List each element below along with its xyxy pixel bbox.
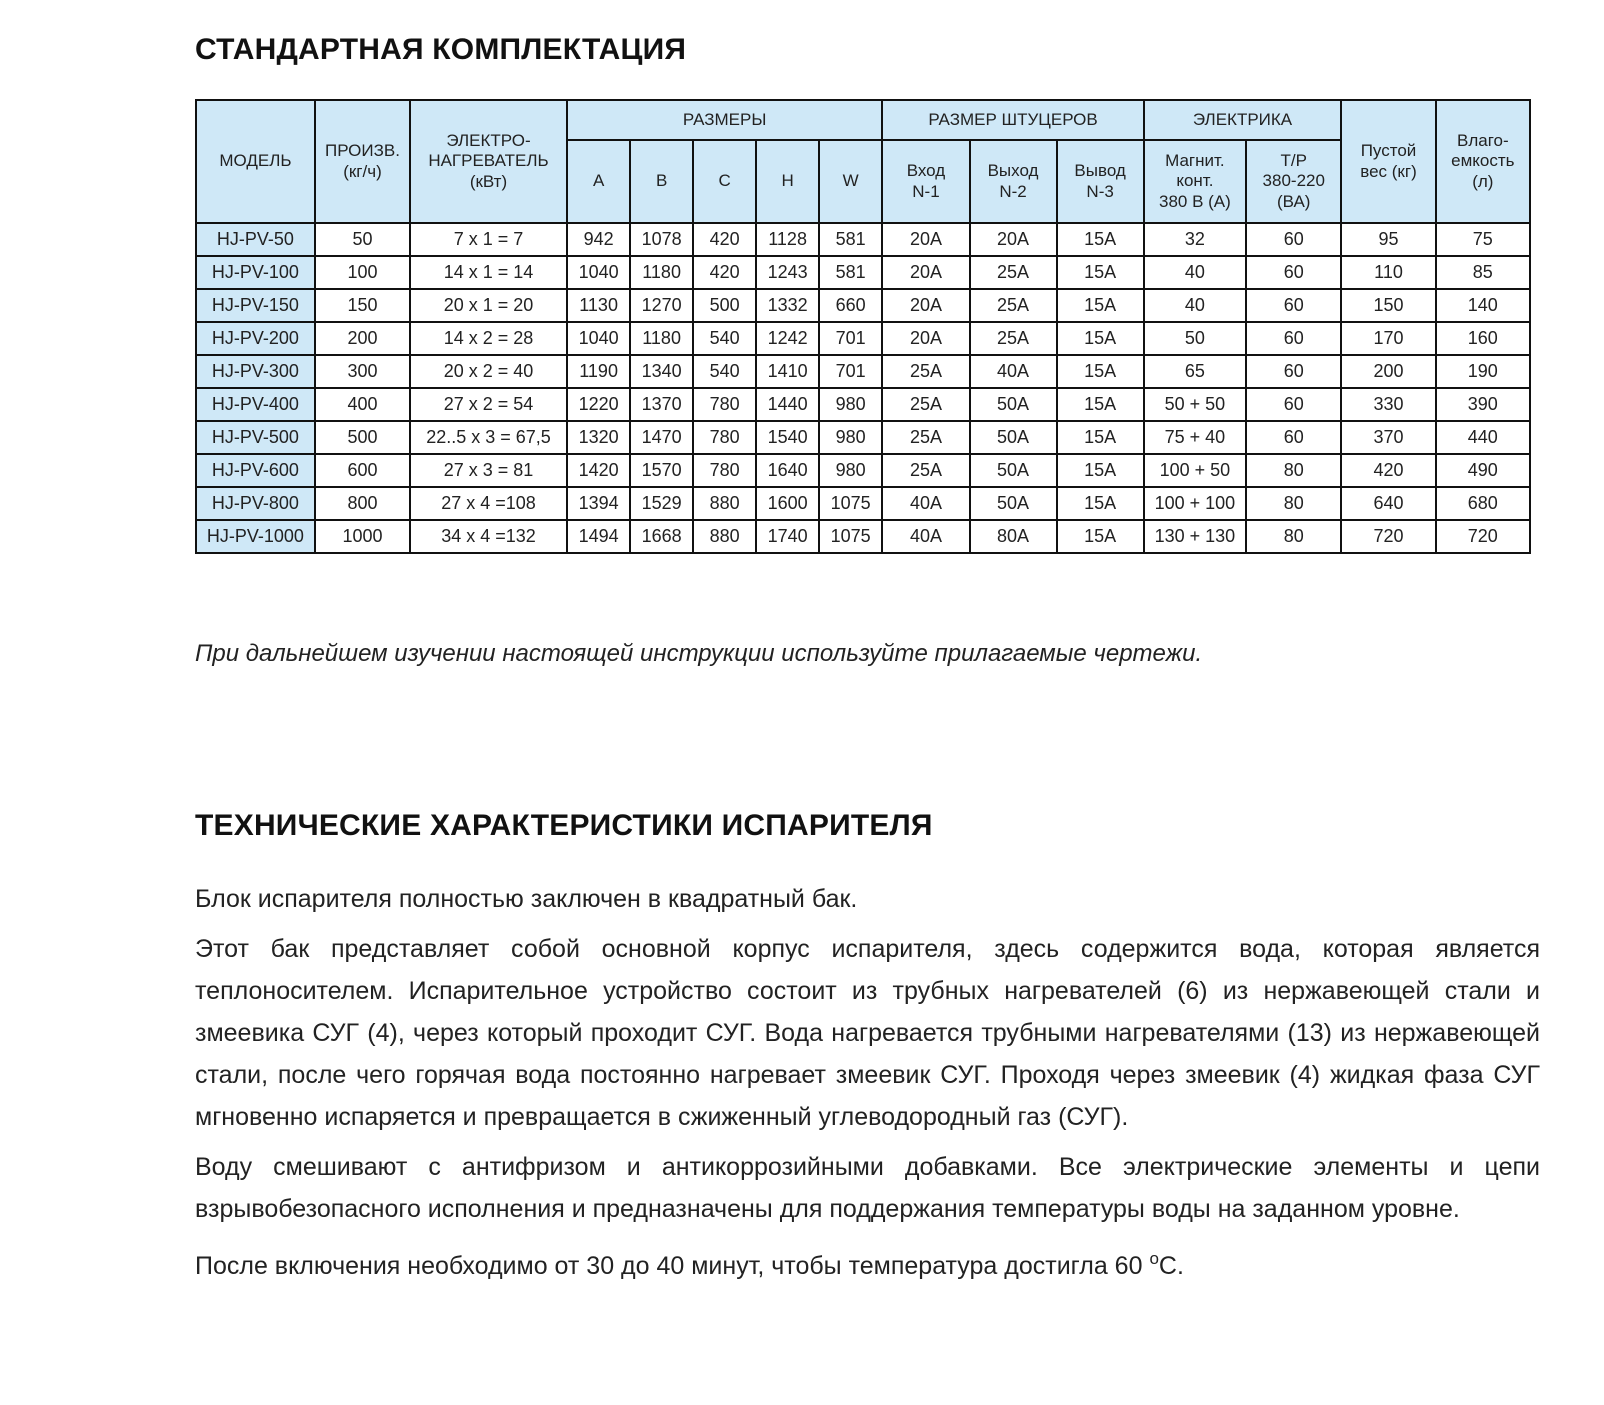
model-cell: HJ-PV-300: [196, 355, 315, 388]
table-cell: 40A: [882, 487, 969, 520]
table-cell: 25A: [882, 421, 969, 454]
table-cell: 25A: [970, 289, 1057, 322]
table-cell: 1540: [756, 421, 818, 454]
table-cell: 75: [1436, 223, 1530, 256]
degree-sign: o: [1149, 1249, 1159, 1268]
table-cell: 60: [1246, 355, 1341, 388]
table-cell: 60: [1246, 256, 1341, 289]
table-cell: 300: [315, 355, 410, 388]
table-cell: 780: [693, 388, 757, 421]
table-row: [196, 487, 1530, 520]
table-cell: 25A: [970, 256, 1057, 289]
table-cell: 100: [315, 256, 410, 289]
table-cell: 780: [693, 454, 757, 487]
table-cell: 60: [1246, 421, 1341, 454]
table-cell: 20 x 2 = 40: [410, 355, 567, 388]
table-cell: 20A: [882, 322, 969, 355]
header-drain: Вывод N-3: [1057, 140, 1144, 223]
model-cell: HJ-PV-600: [196, 454, 315, 487]
table-cell: 15A: [1057, 223, 1144, 256]
header-model: МОДЕЛЬ: [196, 100, 315, 223]
table-cell: 500: [315, 421, 410, 454]
table-cell: 14 x 2 = 28: [410, 322, 567, 355]
table-cell: 330: [1341, 388, 1435, 421]
table-cell: 50: [1144, 322, 1246, 355]
table-row: [196, 388, 1530, 421]
paragraph: Воду смешивают с антифризом и антикоррозийными добавками. Все электрические элементы и цепи взрывобезопасного исполнения и предназначены для поддержания температуры воды на заданном уровне.: [195, 1153, 1540, 1223]
table-cell: 680: [1436, 487, 1530, 520]
table-cell: 27 x 4 =108: [410, 487, 567, 520]
table-cell: 40: [1144, 289, 1246, 322]
table-cell: 1570: [630, 454, 692, 487]
table-cell: 1410: [756, 355, 818, 388]
table-cell: 1470: [630, 421, 692, 454]
table-cell: 27 x 3 = 81: [410, 454, 567, 487]
table-cell: 1078: [630, 223, 692, 256]
header-fittings: РАЗМЕР ШТУЦЕРОВ: [882, 100, 1143, 140]
header-water-capacity: Влаго- емкость (л): [1436, 100, 1530, 223]
table-cell: 25A: [882, 355, 969, 388]
table-cell: 15A: [1057, 487, 1144, 520]
table-cell: 420: [693, 223, 757, 256]
table-cell: 40A: [882, 520, 969, 553]
table-cell: 100 + 100: [1144, 487, 1246, 520]
table-cell: 40: [1144, 256, 1246, 289]
table-row: [196, 421, 1530, 454]
table-cell: 15A: [1057, 322, 1144, 355]
table-cell: 880: [693, 520, 757, 553]
table-cell: 942: [567, 223, 631, 256]
table-cell: 100 + 50: [1144, 454, 1246, 487]
table-cell: 60: [1246, 322, 1341, 355]
table-cell: 1075: [819, 487, 883, 520]
header-sizes: РАЗМЕРЫ: [567, 100, 883, 140]
table-cell: 1740: [756, 520, 818, 553]
table-cell: 20A: [882, 223, 969, 256]
table-cell: 1440: [756, 388, 818, 421]
header-size-h: H: [756, 140, 818, 223]
table-cell: 20A: [970, 223, 1057, 256]
table-cell: 1000: [315, 520, 410, 553]
table-cell: 1340: [630, 355, 692, 388]
table-cell: 25A: [882, 454, 969, 487]
table-cell: 25A: [882, 388, 969, 421]
table-cell: 1270: [630, 289, 692, 322]
model-cell: HJ-PV-800: [196, 487, 315, 520]
table-cell: 720: [1436, 520, 1530, 553]
table-cell: 75 + 40: [1144, 421, 1246, 454]
table-cell: 1600: [756, 487, 818, 520]
table-row: [196, 223, 1530, 256]
table-cell: 50A: [970, 454, 1057, 487]
table-cell: 980: [819, 454, 883, 487]
header-capacity: ПРОИЗВ. (кг/ч): [315, 100, 410, 223]
table-cell: 980: [819, 388, 883, 421]
table-cell: 14 x 1 = 14: [410, 256, 567, 289]
table-cell: 1242: [756, 322, 818, 355]
table-cell: 32: [1144, 223, 1246, 256]
table-cell: 660: [819, 289, 883, 322]
table-cell: 170: [1341, 322, 1435, 355]
table-cell: 140: [1436, 289, 1530, 322]
table-cell: 40A: [970, 355, 1057, 388]
table-cell: 50A: [970, 388, 1057, 421]
table-cell: 15A: [1057, 388, 1144, 421]
table-cell: 15A: [1057, 454, 1144, 487]
table-cell: 160: [1436, 322, 1530, 355]
table-cell: 581: [819, 223, 883, 256]
table-cell: 22..5 x 3 = 67,5: [410, 421, 567, 454]
header-size-w: W: [819, 140, 883, 223]
table-cell: 15A: [1057, 520, 1144, 553]
table-cell: 490: [1436, 454, 1530, 487]
table-cell: 95: [1341, 223, 1435, 256]
table-cell: 7 x 1 = 7: [410, 223, 567, 256]
model-cell: HJ-PV-1000: [196, 520, 315, 553]
table-cell: 60: [1246, 289, 1341, 322]
table-row: [196, 355, 1530, 388]
table-cell: 370: [1341, 421, 1435, 454]
table-cell: 420: [1341, 454, 1435, 487]
header-empty-weight: Пустой вес (кг): [1341, 100, 1435, 223]
table-row: [196, 289, 1530, 322]
table-cell: 1128: [756, 223, 818, 256]
table-row: [196, 520, 1530, 553]
table-cell: 1332: [756, 289, 818, 322]
table-cell: 20A: [882, 289, 969, 322]
table-cell: 150: [1341, 289, 1435, 322]
table-cell: 581: [819, 256, 883, 289]
paragraph: Этот бак представляет собой основной корпус испарителя, здесь содержится вода, которая является теплоносителем. Испарительное устройство состоит из трубных нагревателей (6) из нержавеющей стали и змеевика СУГ (4), через который проходит СУГ. Вода нагревается трубными нагревателями (13) из нержавеющей стали, после чего горячая вода постоянно нагревает змеевик СУГ. Проходя через змеевик (4) жидкая фаза СУГ мгновенно испаряется и превращается в сжиженный углеводородный газ (СУГ).: [195, 935, 1540, 1131]
table-cell: 50 + 50: [1144, 388, 1246, 421]
table-cell: 1040: [567, 256, 631, 289]
table-cell: 20A: [882, 256, 969, 289]
table-cell: 1370: [630, 388, 692, 421]
table-cell: 15A: [1057, 355, 1144, 388]
table-cell: 720: [1341, 520, 1435, 553]
table-cell: 780: [693, 421, 757, 454]
table-cell: 110: [1341, 256, 1435, 289]
model-cell: HJ-PV-100: [196, 256, 315, 289]
table-cell: 80: [1246, 520, 1341, 553]
table-cell: 1243: [756, 256, 818, 289]
table-cell: 50A: [970, 421, 1057, 454]
drawings-note: При дальнейшем изучении настоящей инструкции используйте прилагаемые чертежи.: [195, 640, 1203, 667]
table-cell: 420: [693, 256, 757, 289]
model-cell: HJ-PV-200: [196, 322, 315, 355]
table-cell: 150: [315, 289, 410, 322]
paragraph-startup-time: После включения необходимо от 30 до 40 минут, чтобы температура достигла 60 $^o$C.: [195, 1249, 1184, 1280]
header-inlet: Вход N-1: [882, 140, 969, 223]
model-cell: HJ-PV-400: [196, 388, 315, 421]
table-cell: 25A: [970, 322, 1057, 355]
spec-table-body: [196, 223, 1530, 553]
table-cell: 1130: [567, 289, 631, 322]
table-cell: 600: [315, 454, 410, 487]
table-cell: 701: [819, 355, 883, 388]
table-cell: 50: [315, 223, 410, 256]
table-cell: 1220: [567, 388, 631, 421]
table-cell: 1394: [567, 487, 631, 520]
table-cell: 400: [315, 388, 410, 421]
header-heater: ЭЛЕКТРО- НАГРЕВАТЕЛЬ (кВт): [410, 100, 567, 223]
table-cell: 640: [1341, 487, 1435, 520]
table-cell: 1180: [630, 256, 692, 289]
table-cell: 1075: [819, 520, 883, 553]
table-cell: 800: [315, 487, 410, 520]
table-cell: 880: [693, 487, 757, 520]
table-cell: 190: [1436, 355, 1530, 388]
table-cell: 200: [1341, 355, 1435, 388]
table-cell: 1640: [756, 454, 818, 487]
section-title-tech-specs: ТЕХНИЧЕСКИЕ ХАРАКТЕРИСТИКИ ИСПАРИТЕЛЯ: [195, 809, 933, 842]
model-cell: HJ-PV-150: [196, 289, 315, 322]
table-cell: 980: [819, 421, 883, 454]
table-cell: 85: [1436, 256, 1530, 289]
table-row: [196, 322, 1530, 355]
table-cell: 440: [1436, 421, 1530, 454]
table-cell: 540: [693, 322, 757, 355]
header-transformer: Т/Р 380-220 (ВА): [1246, 140, 1341, 223]
table-cell: 80: [1246, 454, 1341, 487]
table-cell: 701: [819, 322, 883, 355]
table-cell: 60: [1246, 223, 1341, 256]
table-cell: 1190: [567, 355, 631, 388]
paragraph: Блок испарителя полностью заключен в квадратный бак.: [195, 885, 858, 913]
model-cell: HJ-PV-500: [196, 421, 315, 454]
model-cell: HJ-PV-50: [196, 223, 315, 256]
table-cell: 1420: [567, 454, 631, 487]
header-size-a: A: [567, 140, 631, 223]
table-cell: 80A: [970, 520, 1057, 553]
header-size-c: C: [693, 140, 757, 223]
table-cell: 1040: [567, 322, 631, 355]
table-cell: 65: [1144, 355, 1246, 388]
table-cell: 50A: [970, 487, 1057, 520]
table-cell: 34 x 4 =132: [410, 520, 567, 553]
header-electrics: ЭЛЕКТРИКА: [1144, 100, 1342, 140]
table-cell: 1668: [630, 520, 692, 553]
table-cell: 15A: [1057, 256, 1144, 289]
table-cell: 540: [693, 355, 757, 388]
table-cell: 1180: [630, 322, 692, 355]
tech-specs-text: [195, 878, 1540, 1295]
table-row: [196, 454, 1530, 487]
table-cell: 80: [1246, 487, 1341, 520]
table-cell: 500: [693, 289, 757, 322]
table-cell: 27 x 2 = 54: [410, 388, 567, 421]
table-cell: 200: [315, 322, 410, 355]
spec-table-header: [196, 100, 1530, 223]
table-row: [196, 256, 1530, 289]
table-cell: 15A: [1057, 421, 1144, 454]
table-cell: 390: [1436, 388, 1530, 421]
table-cell: 1320: [567, 421, 631, 454]
table-cell: 60: [1246, 388, 1341, 421]
header-outlet: Выход N-2: [970, 140, 1057, 223]
table-cell: 1529: [630, 487, 692, 520]
header-size-b: B: [630, 140, 692, 223]
section-title-standard-kit: СТАНДАРТНАЯ КОМПЛЕКТАЦИЯ: [195, 33, 687, 66]
spec-table: [195, 99, 1531, 554]
header-magnet-contactor: Магнит. конт. 380 В (А): [1144, 140, 1246, 223]
table-cell: 130 + 130: [1144, 520, 1246, 553]
table-cell: 1494: [567, 520, 631, 553]
table-cell: 15A: [1057, 289, 1144, 322]
table-cell: 20 x 1 = 20: [410, 289, 567, 322]
